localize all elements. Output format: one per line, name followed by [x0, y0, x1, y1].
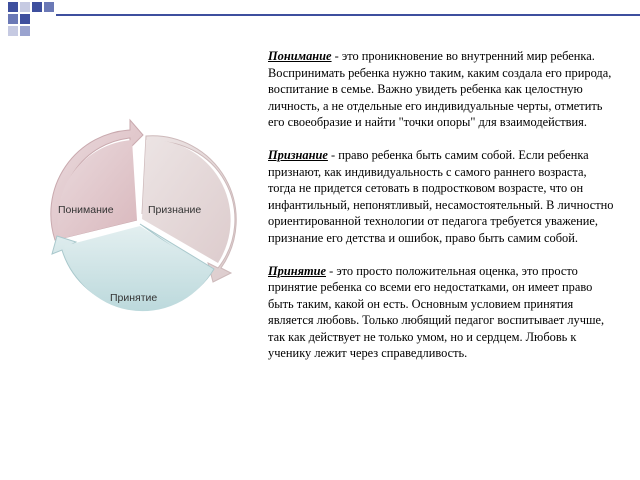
corner-decoration: [0, 0, 640, 44]
term-prinyatie: Принятие: [268, 263, 327, 278]
definition-priznanie: - право ребенка быть самим собой. Если ребенка признают, как индивидуальность с самого раннего возраста, тогда не придется сетовать в подростковом возрасте, что он инфантильный, непонятливый, несамостоятельный. В личностно ориентированной технологии от педагога требуется уважение, признание его детства и ошибок, право быть самим собой.: [268, 148, 614, 245]
cycle-diagram: [38, 118, 248, 328]
term-ponimanie: Понимание: [268, 49, 332, 63]
term-priznanie: Признание: [268, 148, 328, 162]
text-block: [268, 48, 614, 362]
definition-prinyatie: - это просто положительная оценка, это просто принятие ребенка со всеми его недостатками, он имеет право быть таким, какой он есть. Основным условием принятия является любовь. Только любящий педагог воспитывает лучше, так как действует не только умом, но и сердцем. Любовь к ученику лежит через справедливость.: [268, 263, 605, 360]
paragraph-prinyatie: [268, 263, 614, 362]
label-ponimanie: Понимание: [58, 204, 114, 216]
definition-ponimanie: - это проникновение во внутренний мир ребенка. Воспринимать ребенка нужно таким, каким создала его природа, воспитание в семье. Важно увидеть ребенка как целостную личность, а не отдельные его индивидуальные черты, отметить его своеобразие и найти "точки опоры" для взаимодействия.: [268, 49, 612, 129]
segment-ponimanie-body: [58, 140, 137, 239]
label-priznanie: Признание: [148, 204, 202, 216]
label-prinyatie: Принятие: [110, 292, 158, 304]
paragraph-priznanie: [268, 147, 614, 246]
paragraph-ponimanie: [268, 48, 614, 131]
